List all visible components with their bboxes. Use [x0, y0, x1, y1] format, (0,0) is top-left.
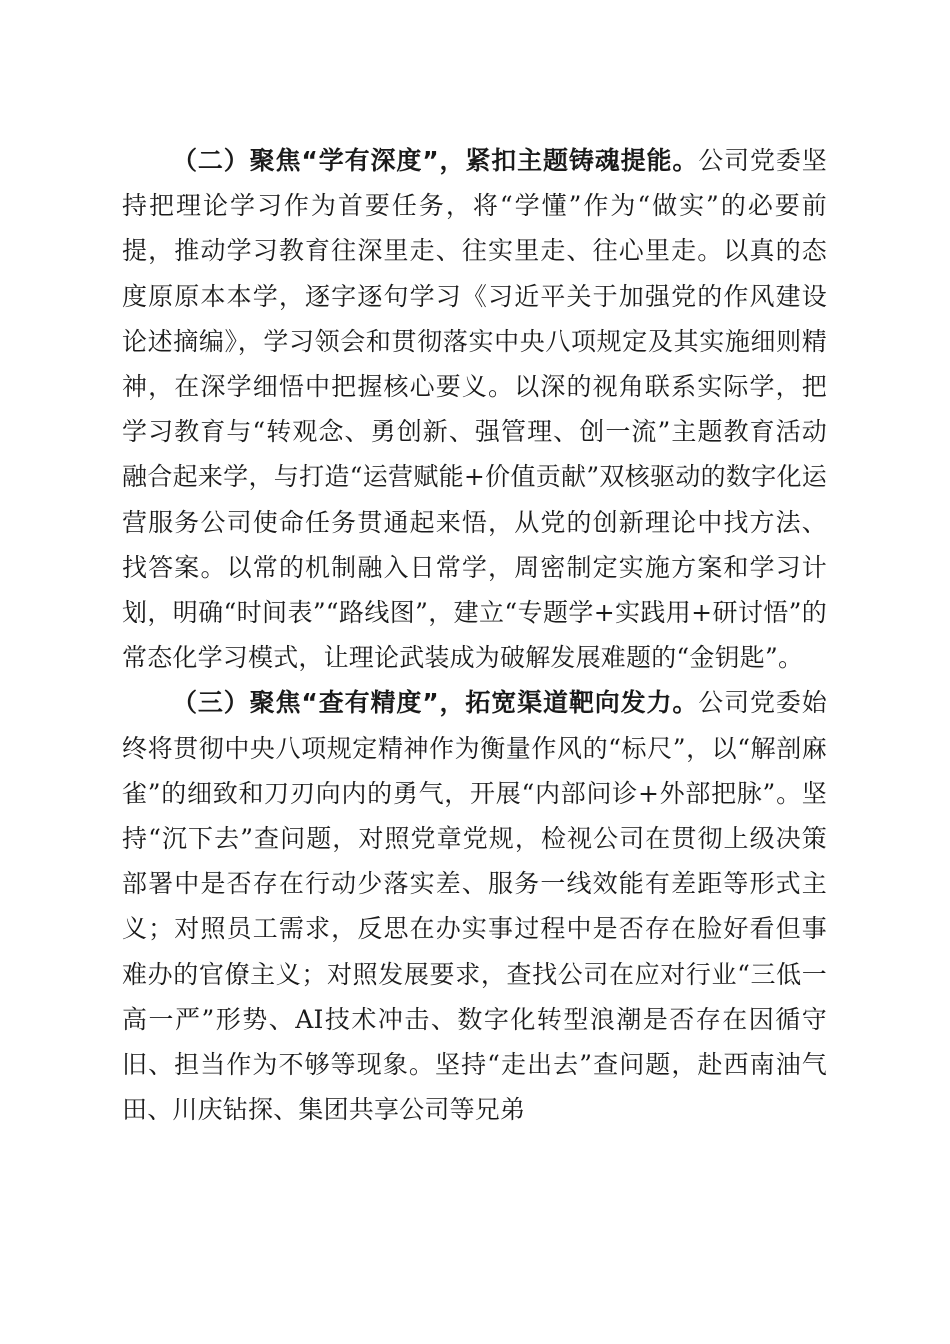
paragraph-text: 公司党委始终将贯彻中央八项规定精神作为衡量作风的“标尺”，以“解剖麻雀”的细致和刀刃向内的勇气，开展“内部问诊+外部把脉”。坚持“沉下去”查问题，对照党章党规，检视公司在贯彻上级决策部署中是否存在行动少落实差、服务一线效能有差距等形式主义；对照员工需求，反思在办实事过程中是否存在脸好看但事难办的官僚主义；对照发展要求，查找公司在应对行业“三低一高一严”形势、AI技术冲击、数字化转型浪潮是否存在因循守旧、担当作为不够等现象。坚持“走出去”查问题，赴西南油气田、川庆钻探、集团共享公司等兄弟 — [122, 688, 827, 1125]
paragraph-study-depth — [122, 138, 827, 680]
paragraph-heading: （二）聚焦“学有深度”，紧扣主题铸魂提能。 — [172, 146, 699, 175]
paragraph-heading: （三）聚焦“查有精度”，拓宽渠道靶向发力。 — [172, 688, 699, 718]
paragraph-inspection-precision — [122, 680, 827, 1132]
document-body — [122, 138, 827, 1132]
paragraph-text: 公司党委坚持把理论学习作为首要任务，将“学懂”作为“做实”的必要前提，推动学习教育往深里走、往实里走、往心里走。以真的态度原原本本学，逐字逐句学习《习近平关于加强党的作风建设论述摘编》，学习领会和贯彻落实中央八项规定及其实施细则精神，在深学细悟中把握核心要义。以深的视角联系实际学，把学习教育与“转观念、勇创新、强管理、创一流”主题教育活动融合起来学，与打造“运营赋能+价值贡献”双核驱动的数字化运营服务公司使命任务贯通起来悟，从党的创新理论中找方法、找答案。以常的机制融入日常学，周密制定实施方案和学习计划，明确“时间表”“路线图”，建立“专题学+实践用+研讨悟”的常态化学习模式，让理论武装成为破解发展难题的“金钥匙”。 — [122, 146, 827, 673]
